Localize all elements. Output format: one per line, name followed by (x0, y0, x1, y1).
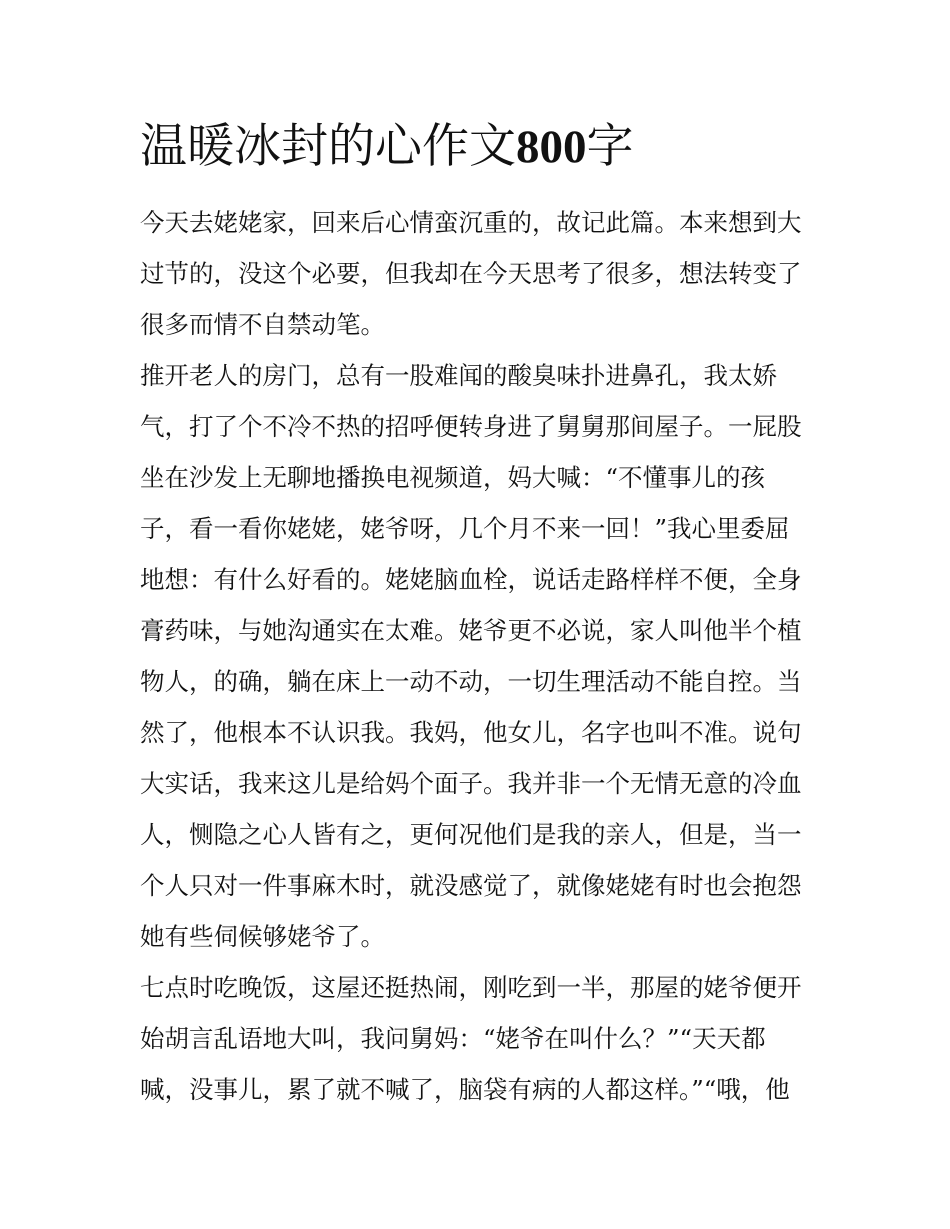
page-title (140, 118, 634, 176)
text-line: 始胡言乱语地大叫，我问舅妈：“姥爷在叫什么？”“天天都 (140, 1024, 766, 1053)
text-line: 很多而情不自禁动笔。 (140, 310, 385, 339)
text-line: 坐在沙发上无聊地播换电视频道，妈大喊：“不懂事儿的孩 (140, 463, 766, 492)
text-line: 过节的，没这个必要，但我却在今天思考了很多，想法转变了 (140, 259, 802, 288)
text-line: 人，恻隐之心人皆有之，更何况他们是我的亲人，但是，当一 (140, 820, 802, 849)
title-text: 温暖冰封的心作文 (140, 119, 516, 174)
title-number: 800 (516, 121, 587, 173)
text-line: 个人只对一件事麻木时，就没感觉了，就像姥姥有时也会抱怨 (140, 871, 802, 900)
text-line: 然了，他根本不认识我。我妈，他女儿，名字也叫不准。说句 (140, 718, 802, 747)
text-line: 大实话，我来这儿是给妈个面子。我并非一个无情无意的冷血 (140, 769, 802, 798)
text-line: 喊，没事儿，累了就不喊了，脑袋有病的人都这样。”“哦，他 (140, 1075, 790, 1104)
text-line: 推开老人的房门，总有一股难闻的酸臭味扑进鼻孔，我太娇 (140, 361, 777, 390)
title-suffix: 字 (586, 119, 634, 174)
text-line: 膏药味，与她沟通实在太难。姥爷更不必说，家人叫他半个植 (140, 616, 802, 645)
text-line: 她有些伺候够姥爷了。 (140, 922, 385, 951)
text-line: 物人，的确，躺在床上一动不动，一切生理活动不能自控。当 (140, 667, 802, 696)
text-line: 子，看一看你姥姥，姥爷呀，几个月不来一回！”我心里委屈 (140, 514, 790, 543)
text-line: 今天去姥姥家，回来后心情蛮沉重的，故记此篇。本来想到大 (140, 208, 802, 237)
text-line: 七点时吃晚饭，这屋还挺热闹，刚吃到一半，那屋的姥爷便开 (140, 973, 802, 1002)
text-line: 气，打了个不冷不热的招呼便转身进了舅舅那间屋子。一屁股 (140, 412, 802, 441)
essay-body (140, 197, 820, 1115)
text-line: 地想：有什么好看的。姥姥脑血栓，说话走路样样不便，全身 (140, 565, 802, 594)
